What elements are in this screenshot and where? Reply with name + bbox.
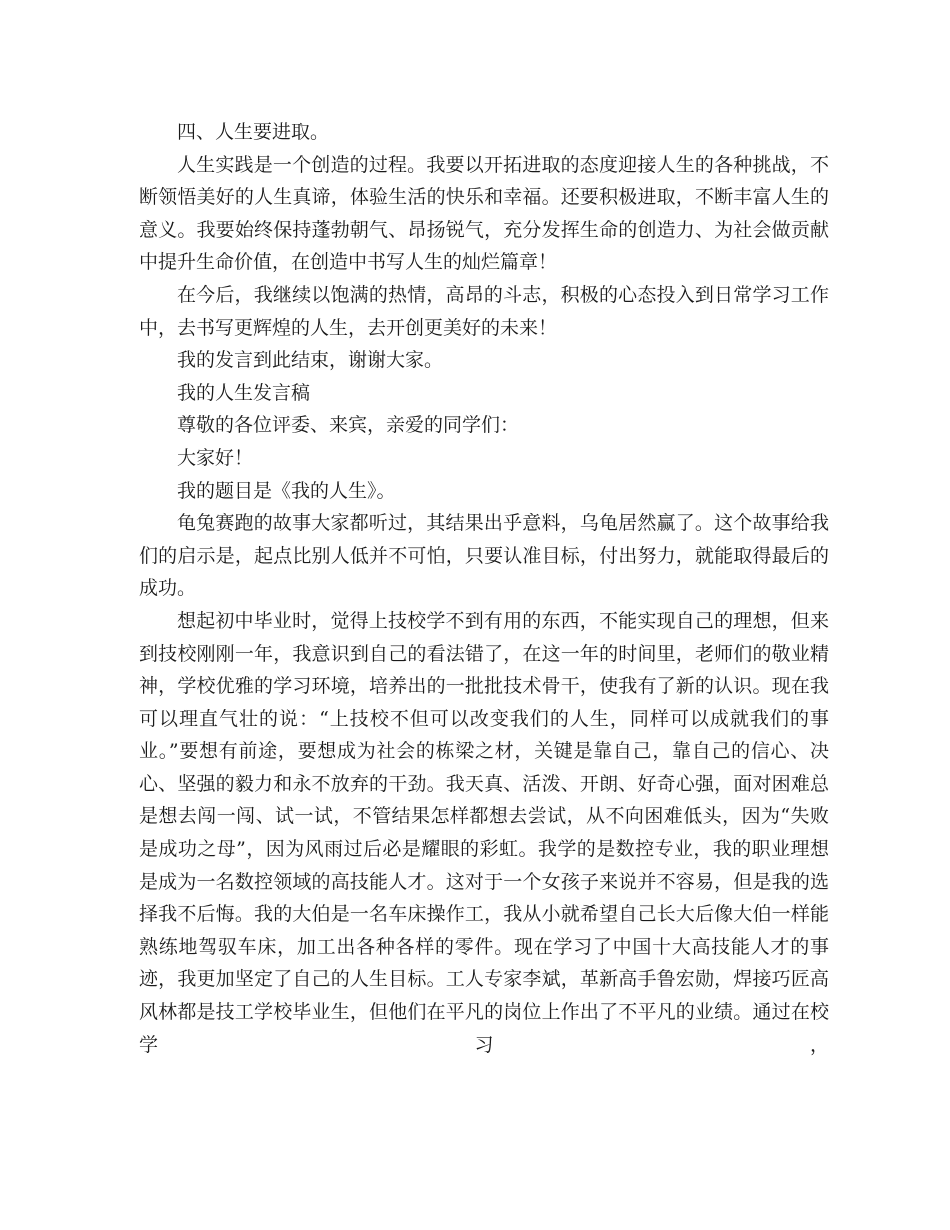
- paragraph: 龟兔赛跑的故事大家都听过，其结果出乎意料，乌龟居然赢了。这个故事给我们的启示是，起点比别人低并不可怕，只要认准目标，付出努力，就能取得最后的成功。: [139, 512, 829, 600]
- paragraph: 人生实践是一个创造的过程。我要以开拓进取的态度迎接人生的各种挑战，不断领悟美好的人生真谛，体验生活的快乐和幸福。还要积极进取，不断丰富人生的意义。我要始终保持蓬勃朝气、昂扬锐气，充分发挥生命的创造力、为社会做贡献中提升生命价值，在创造中书写人生的灿烂篇章！: [139, 153, 829, 274]
- speech-title: 我的人生发言稿: [177, 381, 311, 404]
- greeting: 大家好！: [177, 446, 254, 469]
- salutation: 尊敬的各位评委、来宾，亲爱的同学们：: [177, 414, 520, 437]
- document-body: [139, 116, 829, 1061]
- section-heading: 四、人生要进取。: [177, 121, 330, 143]
- topic-line: 我的题目是《我的人生》。: [177, 479, 396, 502]
- paragraph: 想起初中毕业时，觉得上技校学不到有用的东西，不能实现自己的理想，但来到技校刚刚一年，我意识到自己的看法错了，在这一年的时间里，老师们的敬业精神，学校优雅的学习环境，培养出的一批批技术骨干，使我有了新的认识。现在我可以理直气壮的说：“上技校不但可以改变我们的人生，同样可以成就我们的事业。”要想有前途，要想成为社会的栋梁之材，关键是靠自己，靠自己的信心、决心、坚强的毅力和永不放弃的干劲。我天真、活泼、开朗、好奇心强，面对困难总是想去闯一闯、试一试，不管结果怎样都想去尝试，从不向困难低头，因为“失败是成功之母”，因为风雨过后必是耀眼的彩虹。我学的是数控专业，我的职业理想是成为一名数控领域的高技能人才。这对于一个女孩子来说并不容易，但是我的选择我不后悔。我的大伯是一名车床操作工，我从小就希望自己长大后像大伯一样能熟练地驾驭车床，加工出各种各样的零件。现在学习了中国十大高技能人才的事迹，我更加坚定了自己的人生目标。工人专家李斌，革新高手鲁宏勋，焊接巧匠高风林都是技工学校毕业生，但他们在平凡的岗位上作出了不平凡的业绩。通过在校学习，: [139, 609, 829, 1056]
- paragraph: 在今后，我继续以饱满的热情，高昂的斗志，积极的心态投入到日常学习工作中，去书写更辉煌的人生，去开创更美好的未来！: [139, 283, 829, 339]
- paragraph: 我的发言到此结束，谢谢大家。: [177, 349, 444, 372]
